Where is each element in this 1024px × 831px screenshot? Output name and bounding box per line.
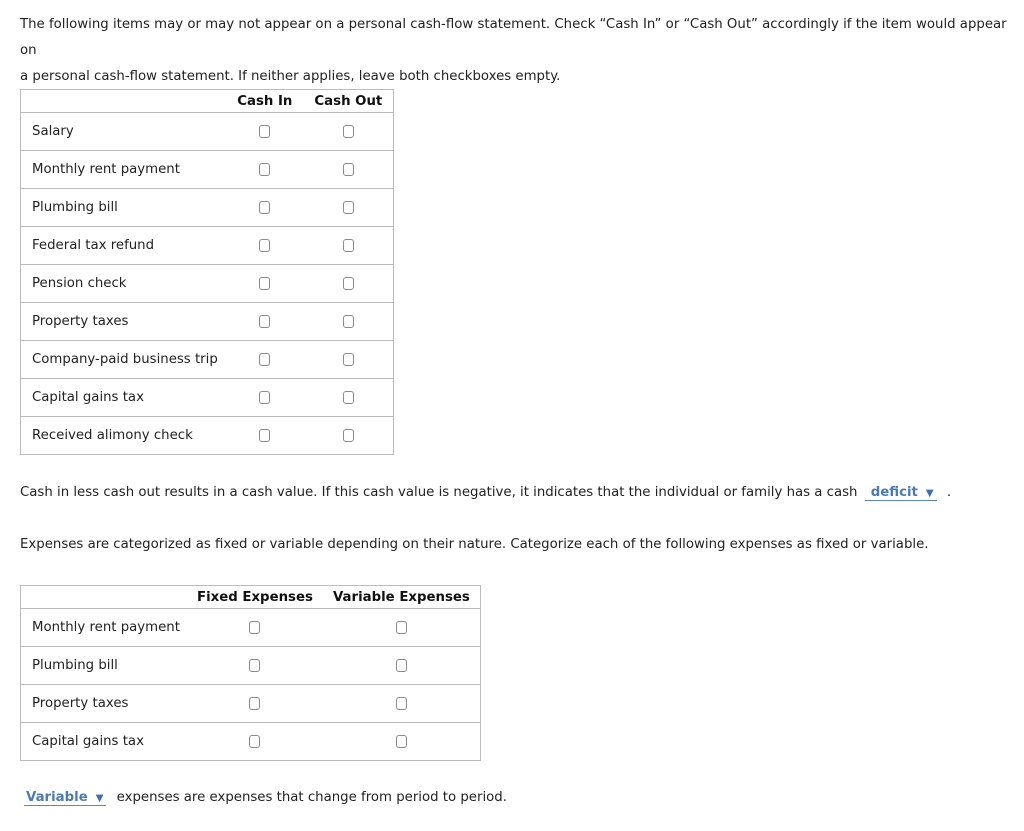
cash-out-checkbox[interactable] <box>343 277 354 290</box>
expenses-fixed-cell <box>187 685 323 723</box>
cashflow-cash-in-cell <box>226 227 304 265</box>
cash-in-checkbox[interactable] <box>259 391 270 404</box>
cashflow-cash-in-cell <box>226 151 304 189</box>
cash-value-text: Cash in less cash out results in a cash value. If this cash value is negative, it indicates that the individual or family has a cash <box>20 485 858 500</box>
instructions <box>20 12 1020 90</box>
cashflow-item-label: Plumbing bill <box>21 189 226 227</box>
expenses-header-row <box>21 586 481 609</box>
expenses-item-label: Monthly rent payment <box>21 609 188 647</box>
expenses-row <box>21 723 481 761</box>
cash-out-checkbox[interactable] <box>343 353 354 366</box>
cash-in-checkbox[interactable] <box>259 277 270 290</box>
cashflow-item-label: Company-paid business trip <box>21 341 226 379</box>
cash-in-checkbox[interactable] <box>259 239 270 252</box>
cash-out-checkbox[interactable] <box>343 125 354 138</box>
cashflow-cash-in-cell <box>226 417 304 455</box>
variable-checkbox[interactable] <box>396 735 407 748</box>
cashflow-item-label: Received alimony check <box>21 417 226 455</box>
cash-in-checkbox[interactable] <box>259 353 270 366</box>
cash-out-header: Cash Out <box>304 90 394 113</box>
cash-out-checkbox[interactable] <box>343 429 354 442</box>
cashflow-cash-in-cell <box>226 265 304 303</box>
expenses-fixed-cell <box>187 647 323 685</box>
instructions-line-2: a personal cash-flow statement. If neither applies, leave both checkboxes empty. <box>20 69 561 84</box>
expenses-fixed-cell <box>187 723 323 761</box>
cashflow-cash-out-cell <box>304 341 394 379</box>
expenses-item-label: Capital gains tax <box>21 723 188 761</box>
expenses-variable-cell <box>323 723 481 761</box>
cash-out-checkbox[interactable] <box>343 315 354 328</box>
expenses-item-label: Property taxes <box>21 685 188 723</box>
cashflow-item-label: Monthly rent payment <box>21 151 226 189</box>
cash-in-checkbox[interactable] <box>259 201 270 214</box>
cash-value-period: . <box>946 485 952 500</box>
cashflow-row <box>21 113 394 151</box>
cashflow-cash-out-cell <box>304 151 394 189</box>
cashflow-item-label: Capital gains tax <box>21 379 226 417</box>
cashflow-cash-in-cell <box>226 341 304 379</box>
cash-value-dropdown-value: deficit <box>870 485 918 500</box>
cashflow-row <box>21 227 394 265</box>
expenses-instructions: Expenses are categorized as fixed or variable depending on their nature. Categorize each of the following expenses as fixed or variable. <box>20 537 929 552</box>
variable-dropdown[interactable] <box>24 790 106 806</box>
cashflow-cash-in-cell <box>226 189 304 227</box>
cashflow-cash-in-cell <box>226 303 304 341</box>
cash-out-checkbox[interactable] <box>343 391 354 404</box>
fixed-checkbox[interactable] <box>249 697 260 710</box>
cash-out-checkbox[interactable] <box>343 163 354 176</box>
cashflow-row <box>21 151 394 189</box>
cashflow-item-label: Property taxes <box>21 303 226 341</box>
cashflow-row <box>21 189 394 227</box>
fixed-checkbox[interactable] <box>249 621 260 634</box>
expenses-variable-cell <box>323 609 481 647</box>
expenses-row <box>21 647 481 685</box>
cashflow-cash-out-cell <box>304 379 394 417</box>
expenses-variable-cell <box>323 685 481 723</box>
variable-sentence <box>24 790 507 806</box>
expenses-fixed-cell <box>187 609 323 647</box>
expenses-item-label: Plumbing bill <box>21 647 188 685</box>
fixed-checkbox[interactable] <box>249 735 260 748</box>
variable-sentence-text: expenses are expenses that change from period to period. <box>116 790 507 805</box>
variable-checkbox[interactable] <box>396 697 407 710</box>
fixed-checkbox[interactable] <box>249 659 260 672</box>
chevron-down-icon: ▼ <box>925 488 934 499</box>
cashflow-cash-out-cell <box>304 113 394 151</box>
expenses-variable-cell <box>323 647 481 685</box>
cashflow-item-label: Salary <box>21 113 226 151</box>
chevron-down-icon: ▼ <box>95 793 104 804</box>
cash-value-dropdown[interactable] <box>865 485 937 501</box>
cash-value-sentence <box>20 485 951 501</box>
cashflow-cash-in-cell <box>226 113 304 151</box>
cashflow-row <box>21 379 394 417</box>
fixed-expenses-header: Fixed Expenses <box>187 586 323 609</box>
cashflow-row <box>21 265 394 303</box>
cashflow-cash-in-cell <box>226 379 304 417</box>
variable-checkbox[interactable] <box>396 621 407 634</box>
cashflow-row <box>21 341 394 379</box>
cashflow-table <box>20 89 394 455</box>
variable-expenses-header: Variable Expenses <box>323 586 481 609</box>
variable-dropdown-value: Variable <box>26 790 88 805</box>
cash-in-header: Cash In <box>226 90 304 113</box>
cashflow-row <box>21 303 394 341</box>
cash-in-checkbox[interactable] <box>259 429 270 442</box>
cashflow-cash-out-cell <box>304 417 394 455</box>
cashflow-row <box>21 417 394 455</box>
expenses-row <box>21 685 481 723</box>
cashflow-cash-out-cell <box>304 227 394 265</box>
expenses-row <box>21 609 481 647</box>
cashflow-header-row <box>21 90 394 113</box>
cashflow-cash-out-cell <box>304 189 394 227</box>
variable-checkbox[interactable] <box>396 659 407 672</box>
cash-out-checkbox[interactable] <box>343 201 354 214</box>
cashflow-cash-out-cell <box>304 265 394 303</box>
cash-in-checkbox[interactable] <box>259 163 270 176</box>
cashflow-item-label: Federal tax refund <box>21 227 226 265</box>
cash-in-checkbox[interactable] <box>259 125 270 138</box>
cashflow-cash-out-cell <box>304 303 394 341</box>
cash-in-checkbox[interactable] <box>259 315 270 328</box>
cashflow-item-label: Pension check <box>21 265 226 303</box>
cash-out-checkbox[interactable] <box>343 239 354 252</box>
instructions-line-1: The following items may or may not appear on a personal cash-flow statement. Check “Cash In” or “Cash Out” accordingly if the item would appear on <box>20 17 1007 58</box>
expenses-table <box>20 585 481 761</box>
